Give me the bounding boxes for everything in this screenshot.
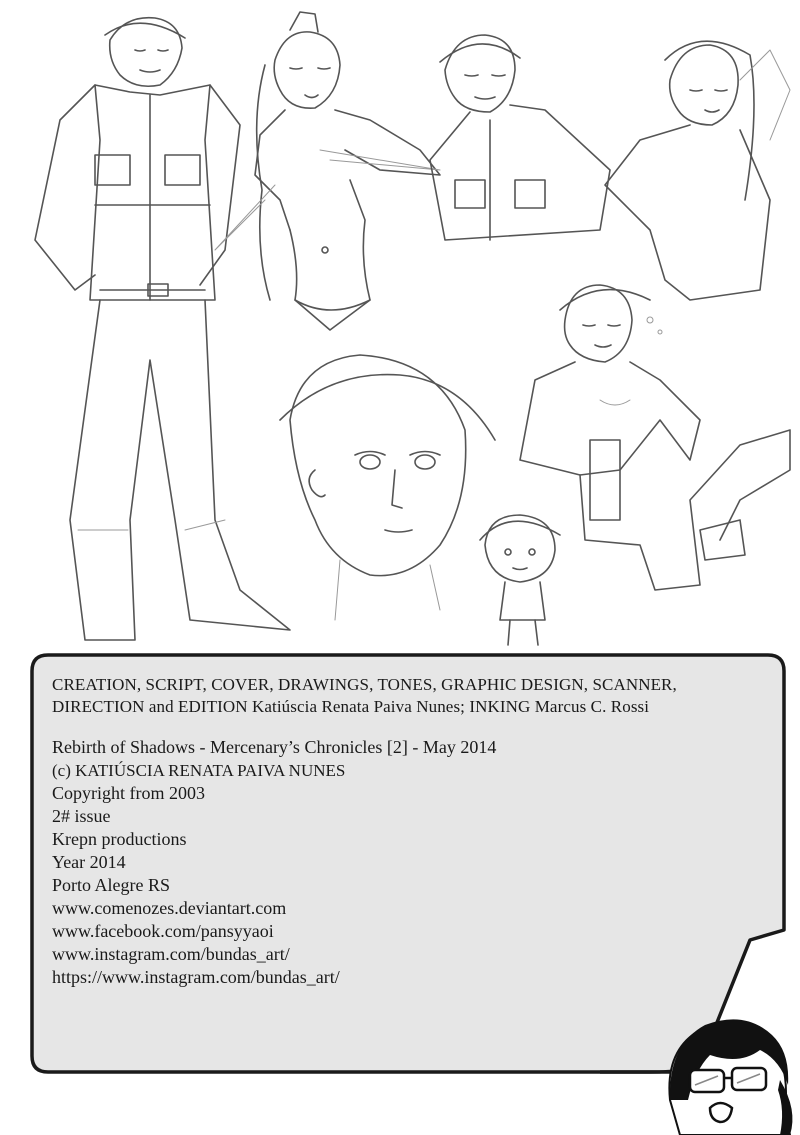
credits-issue: 2# issue — [52, 806, 111, 826]
credits-copyright-year: Copyright from 2003 — [52, 783, 205, 803]
credits-roles-text: CREATION, SCRIPT, COVER, DRAWINGS, TONES, GRAPHIC DESIGN, SCANNER, DIRECTION and EDITION Katiúscia Renata Paiva Nunes; INKING Marcus C. Rossi — [52, 675, 677, 716]
sketch-figure-chibi — [480, 515, 560, 645]
credits-title-line: Rebirth of Shadows - Mercenary’s Chronicles [2] - May 2014 — [52, 737, 497, 757]
author-avatar-icon — [640, 990, 800, 1135]
credits-facebook-link: www.facebook.com/pansyyaoi — [52, 921, 274, 941]
credits-copyright-owner: (c) KATIÚSCIA RENATA PAIVA NUNES — [52, 761, 346, 780]
sketch-figure-big-face — [280, 355, 495, 620]
credits-deviantart-link: www.comenozes.deviantart.com — [52, 898, 287, 918]
credits-instagram-link: www.instagram.com/bundas_art/ — [52, 944, 290, 964]
credits-location: Porto Alegre RS — [52, 875, 171, 895]
sketch-figure-bust-guy — [430, 35, 610, 240]
author-avatar — [640, 990, 800, 1135]
credits-instagram-url: https://www.instagram.com/bundas_art/ — [52, 967, 340, 987]
credits-year: Year 2014 — [52, 852, 126, 872]
credits-info — [52, 736, 772, 989]
sketch-figure-knife-woman — [215, 12, 440, 330]
sketch-figure-jacket-guy — [35, 18, 290, 640]
credits-producer: Krepn productions — [52, 829, 187, 849]
credits-block — [52, 674, 772, 989]
sketch-figure-sitting-guy — [520, 285, 790, 590]
sketch-figure-sweater-woman — [605, 41, 790, 300]
